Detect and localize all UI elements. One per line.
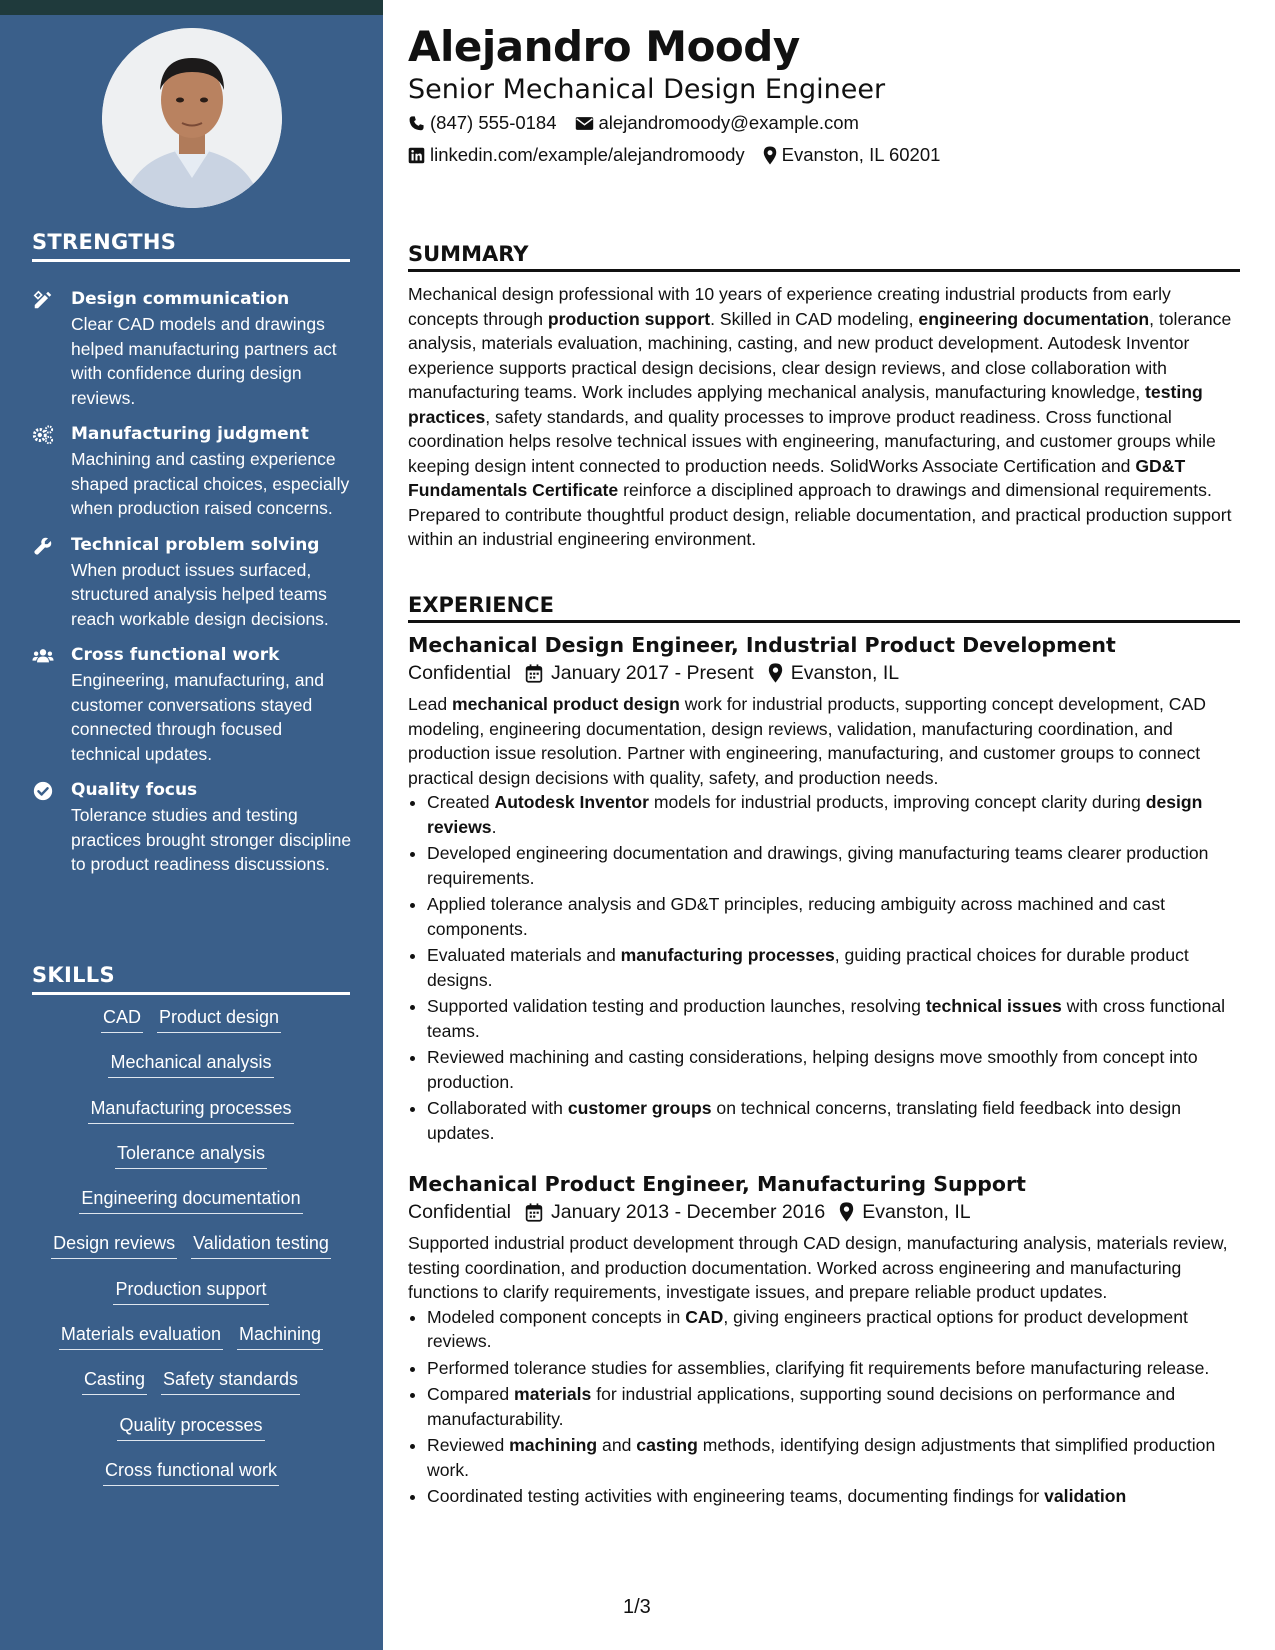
company-name: Confidential xyxy=(408,1201,511,1223)
bold-text: design reviews xyxy=(427,792,1203,837)
bold-text: GD&T Fundamentals Certificate xyxy=(408,455,1186,500)
skill-tag: Tolerance analysis xyxy=(115,1141,267,1169)
location-text: Evanston, IL 60201 xyxy=(781,144,941,165)
map-marker-icon xyxy=(768,663,783,683)
job-location-text: Evanston, IL xyxy=(790,662,900,684)
strength-desc: Tolerance studies and testing practices brought stronger discipline to product readiness discussions. xyxy=(71,805,352,874)
bold-text: engineering documentation xyxy=(918,308,1150,329)
strengths-heading: STRENGTHS xyxy=(32,230,350,262)
skill-tag: Production support xyxy=(113,1277,268,1305)
bold-text: CAD xyxy=(685,1306,724,1327)
bold-text: materials xyxy=(514,1384,592,1404)
strength-title: Quality focus xyxy=(71,780,198,800)
gears-icon xyxy=(32,424,54,446)
map-marker-icon xyxy=(763,146,777,165)
skill-tag: Quality processes xyxy=(117,1413,264,1441)
bullet-item: • Reviewed machining and casting methods, identifying design adjustments that simplified production work. xyxy=(427,1433,1240,1482)
pencil-ruler-icon xyxy=(32,289,54,311)
job-location xyxy=(768,659,899,687)
bullet-item: • Evaluated materials and manufacturing processes, guiding practical choices for durable product designs. xyxy=(427,943,1240,992)
contact-row xyxy=(408,112,877,134)
wrench-icon xyxy=(32,535,54,557)
bullet-item: • Applied tolerance analysis and GD&T principles, reducing ambiguity across machined and cast components. xyxy=(427,892,1240,941)
skill-tag: Materials evaluation xyxy=(59,1322,223,1350)
sidebar-top-bar xyxy=(0,0,383,15)
skill-tag: Validation testing xyxy=(191,1231,331,1259)
skill-row xyxy=(32,1050,350,1095)
bold-text: customer groups xyxy=(567,1098,712,1118)
skills-list xyxy=(32,1005,350,1503)
summary-text: Mechanical design professional with 10 years of experience creating industrial products from early concepts through production support. Skilled in CAD modeling, engineering documentation, tolerance analysis, materials evaluation, machining, casting, and new product development. Autodesk Inventor experience supports practical design decisions, clear design reviews, and close collaboration with manufacturing teams. Work includes applying mechanical analysis, manufacturing knowledge, testing practices, safety standards, and quality processes to improve product readiness. Cross functional coordination helps resolve technical issues with engineering, manufacturing, and customer groups while keeping design intent connected to production needs. SolidWorks Associate Certification and GD&T Fundamentals Certificate reinforce a disciplined approach to drawings and dimensional requirements. Prepared to contribute thoughtful product design, reliable documentation, and practical production support within an industrial engineering environment. xyxy=(408,284,1232,549)
skill-tag: Manufacturing processes xyxy=(88,1096,293,1124)
strength-title: Manufacturing judgment xyxy=(71,424,309,444)
skill-row xyxy=(32,1141,350,1186)
bold-text: casting xyxy=(636,1435,698,1455)
bullet-item: • Supported validation testing and production launches, resolving technical issues with cross functional teams. xyxy=(427,994,1240,1043)
email-contact[interactable] xyxy=(575,112,859,134)
strength-title: Cross functional work xyxy=(71,645,280,665)
phone-icon xyxy=(408,115,425,132)
linkedin-icon xyxy=(408,147,425,164)
job-dates xyxy=(525,1198,825,1226)
skill-row xyxy=(32,1186,350,1231)
job-dates-text: January 2017 - Present xyxy=(550,662,754,684)
job-meta xyxy=(408,659,1240,687)
bullet-item: • Coordinated testing activities with engineering teams, documenting findings for validation xyxy=(427,1484,1240,1509)
strength-item xyxy=(32,778,352,877)
skill-tag: Product design xyxy=(157,1005,281,1033)
strength-item xyxy=(32,643,352,766)
map-marker-icon xyxy=(839,1202,854,1222)
bullet-item: • Collaborated with customer groups on technical concerns, translating field feedback into design updates. xyxy=(427,1096,1240,1145)
job-meta xyxy=(408,1198,1240,1226)
bullet-item: • Created Autodesk Inventor models for industrial products, improving concept clarity during design reviews. xyxy=(427,790,1240,839)
strength-item xyxy=(32,533,352,632)
job-entry xyxy=(408,1170,1240,1511)
job-description: Supported industrial product development through CAD design, manufacturing analysis, materials review, testing coordination, and production documentation. Worked across engineering and manufacturing functions to clarify requirements, investigate issues, and prepare reliable product updates. xyxy=(408,1233,1228,1302)
skill-row xyxy=(32,1277,350,1322)
bold-text: validation xyxy=(1044,1486,1127,1506)
strength-title: Design communication xyxy=(71,289,290,309)
job-title: Mechanical Design Engineer, Industrial Product Development xyxy=(408,633,1116,657)
phone-text: (847) 555-0184 xyxy=(430,112,557,133)
strength-desc: Clear CAD models and drawings helped manufacturing partners act with confidence during design reviews. xyxy=(71,314,337,408)
location-contact xyxy=(763,144,941,166)
skill-row xyxy=(32,1096,350,1141)
bold-text: manufacturing processes xyxy=(620,945,835,965)
experience-heading: EXPERIENCE xyxy=(408,593,1240,623)
page-number: 1/3 xyxy=(623,1596,651,1618)
strength-item xyxy=(32,422,352,521)
skill-row xyxy=(32,1005,350,1050)
company-name: Confidential xyxy=(408,662,511,684)
bullet-item: • Performed tolerance studies for assemblies, clarifying fit requirements before manufacturing release. xyxy=(427,1356,1240,1381)
strength-desc: Engineering, manufacturing, and customer conversations stayed connected through focused technical updates. xyxy=(71,670,324,764)
envelope-icon xyxy=(575,116,594,131)
strength-title: Technical problem solving xyxy=(71,534,320,555)
strength-item xyxy=(32,287,352,410)
strengths-list xyxy=(32,287,352,889)
skill-tag: Cross functional work xyxy=(103,1458,279,1486)
summary-heading: SUMMARY xyxy=(408,242,1240,272)
skill-tag: Mechanical analysis xyxy=(108,1050,273,1078)
skills-heading: SKILLS xyxy=(32,963,350,995)
users-icon xyxy=(32,645,54,667)
bullet-item: • Reviewed machining and casting considerations, helping designs move smoothly from concept into production. xyxy=(427,1045,1240,1094)
sidebar xyxy=(0,0,383,1650)
calendar-icon xyxy=(525,664,543,683)
bold-text: testing practices xyxy=(408,382,1203,427)
job-entry xyxy=(408,631,1240,1147)
skill-tag: Machining xyxy=(237,1322,323,1350)
calendar-icon xyxy=(525,1203,543,1222)
bold-text: production support xyxy=(547,308,711,329)
bold-text: technical issues xyxy=(925,996,1062,1016)
skill-tag: CAD xyxy=(101,1005,143,1033)
skill-tag: Casting xyxy=(82,1367,147,1395)
bold-text: machining xyxy=(509,1435,598,1455)
job-location xyxy=(839,1198,970,1226)
skill-row xyxy=(32,1413,350,1458)
skill-row xyxy=(32,1367,350,1412)
job-bullets xyxy=(408,1305,1240,1509)
bold-text: Autodesk Inventor xyxy=(494,792,649,812)
phone-contact xyxy=(408,112,557,134)
skill-row xyxy=(32,1322,350,1367)
bold-text: mechanical product design xyxy=(452,694,680,714)
contact-row xyxy=(408,144,958,166)
strength-desc: When product issues surfaced, structured analysis helped teams reach workable design decisions. xyxy=(71,559,329,629)
skill-row xyxy=(32,1458,350,1503)
job-dates-text: January 2013 - December 2016 xyxy=(550,1201,826,1223)
profile-photo xyxy=(102,28,282,208)
email-text: alejandromoody@example.com xyxy=(598,112,859,133)
linkedin-contact[interactable] xyxy=(408,144,745,166)
bullet-item: • Compared materials for industrial applications, supporting sound decisions on performance and manufacturability. xyxy=(427,1382,1240,1431)
skill-tag: Engineering documentation xyxy=(79,1186,302,1214)
job-bullets xyxy=(408,790,1240,1145)
strength-desc: Machining and casting experience shaped practical choices, especially when production raised concerns. xyxy=(71,449,350,518)
bullet-item: • Modeled component concepts in CAD, giving engineers practical options for product development reviews. xyxy=(427,1305,1240,1354)
candidate-name: Alejandro Moody xyxy=(408,22,800,71)
skill-tag: Design reviews xyxy=(51,1231,177,1259)
job-description: Lead mechanical product design work for industrial products, supporting concept development, CAD modeling, engineering documentation, design reviews, validation, manufacturing coordination, and production issue resolution. Partner with engineering, manufacturing, and customer groups to connect practical design decisions with quality, safety, and production needs. xyxy=(408,694,1206,788)
check-circle-icon xyxy=(32,780,54,802)
job-title: Mechanical Product Engineer, Manufacturing Support xyxy=(408,1172,1026,1196)
linkedin-text: linkedin.com/example/alejandromoody xyxy=(430,144,745,165)
job-title-headline: Senior Mechanical Design Engineer xyxy=(408,74,886,105)
job-location-text: Evanston, IL xyxy=(862,1201,971,1223)
job-dates xyxy=(525,659,754,687)
bullet-item: • Developed engineering documentation and drawings, giving manufacturing teams clearer production requirements. xyxy=(427,841,1240,890)
skill-tag: Safety standards xyxy=(161,1367,300,1395)
skill-row xyxy=(32,1231,350,1276)
